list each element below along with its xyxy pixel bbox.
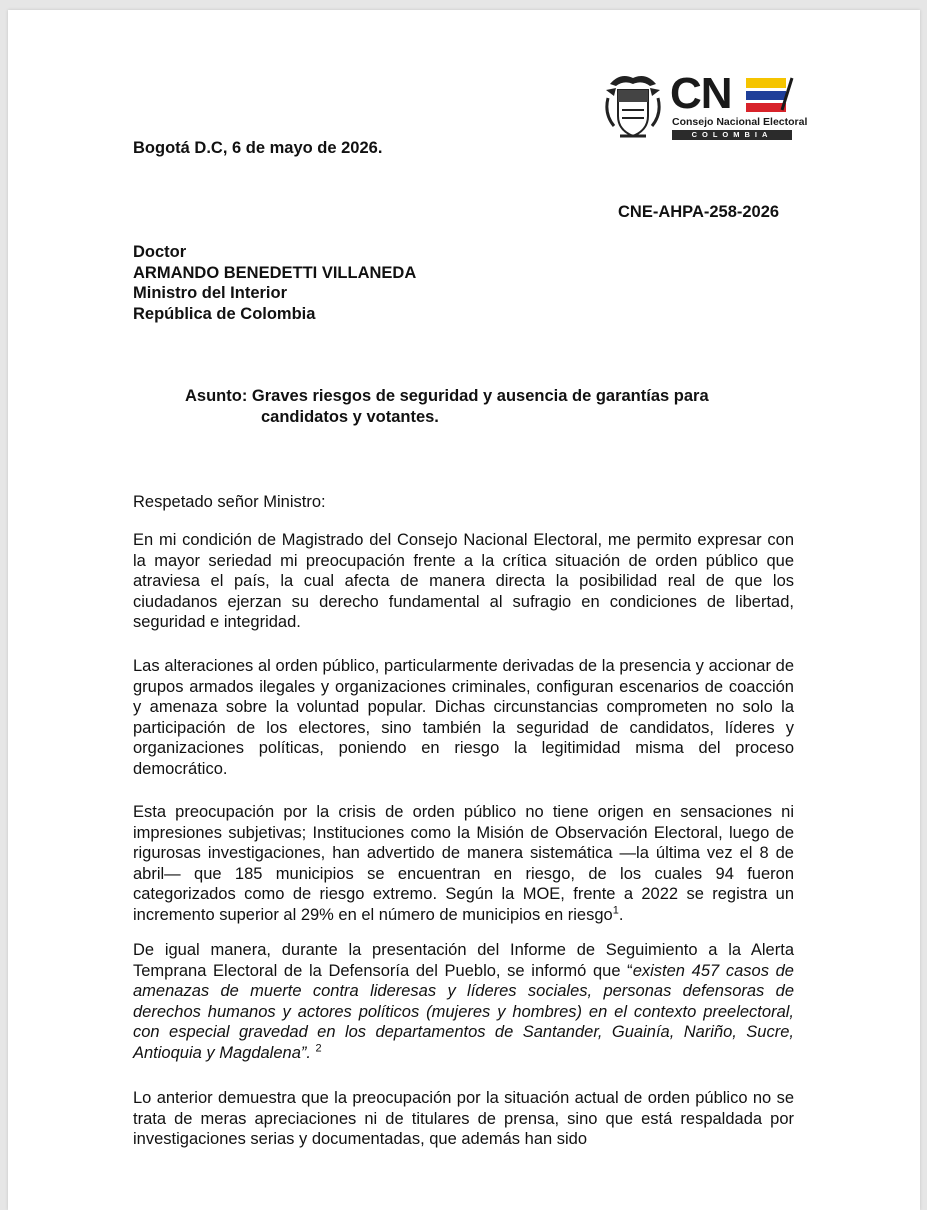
- subject-block: [185, 386, 793, 427]
- footnote-ref-1: 1: [612, 904, 619, 916]
- logo-initials: CN: [670, 69, 732, 118]
- paragraph-1: En mi condición de Magistrado del Consejo Nacional Electoral, me permito expresar con la mayor seriedad mi preocupación frente a la crítica situación de orden público que atraviesa el país, la cual afecta de manera directa la posibilidad real de que los ciudadanos ejerzan su derecho fundamental al sufragio en condiciones de libertad, seguridad e integridad.: [133, 531, 794, 631]
- subject-text-2: candidatos y votantes.: [261, 407, 439, 426]
- addressee-title: Doctor: [133, 243, 187, 261]
- logo-e-flag-icon: [746, 76, 794, 114]
- footnote-ref-2: 2: [315, 1042, 322, 1054]
- paragraph-4-quote: existen 457 casos de amenazas de muerte contra lideresas y líderes sociales, personas defensoras de derechos humanos y actores políticos (mujeres y hombres) en el contexto preelectoral, con especial gravedad en los departamentos de Santander, Guainía, Nariño, Sucre, Antioquia y Magdalena”.: [133, 961, 794, 1062]
- subject-line-1: [185, 386, 793, 407]
- logo-institution: Consejo Nacional Electoral: [672, 116, 808, 128]
- addressee-country: República de Colombia: [133, 304, 316, 323]
- coat-of-arms-icon: [600, 70, 666, 142]
- addressee-block: [133, 242, 416, 324]
- subject-label: Asunto:: [185, 387, 248, 405]
- paragraph-3-text: Esta preocupación por la crisis de orden público no tiene origen en sensaciones ni impresiones subjetivas; Instituciones como la Misión de Observación Electoral, luego de rigurosas investigaciones, han advertido de manera sistemática —la última vez el 8 de abril— que 185 municipios se encuentran en riesgo, de los cuales 94 fueron categorizados como de riesgo extremo. Según la MOE, frente a 2022 se registra un incremento superior al 29% en el número de municipios en riesgo: [133, 803, 794, 924]
- cne-logo: [600, 69, 808, 146]
- addressee-position: Ministro del Interior: [133, 284, 288, 302]
- salutation: Respetado señor Ministro:: [133, 493, 326, 511]
- logo-country: COLOMBIA: [672, 130, 792, 140]
- addressee-name: ARMANDO BENEDETTI VILLANEDA: [133, 263, 417, 282]
- reference-number: CNE-AHPA-258-2026: [618, 203, 780, 221]
- paragraph-4: [133, 940, 794, 1063]
- subject-text-1: Graves riesgos de seguridad y ausencia de garantías para: [251, 387, 709, 405]
- letter-page: [8, 10, 920, 1210]
- paragraph-5: Lo anterior demuestra que la preocupación por la situación actual de orden público no se trata de meras apreciaciones ni de titulares de prensa, sino que está respaldada por investigaciones serias y documentadas, que además han sido: [133, 1089, 794, 1148]
- paragraph-3: Esta preocupación por la crisis de orden público no tiene origen en sensaciones ni impresiones subjetivas; Instituciones como la Misión de Observación Electoral, luego de rigurosas investigaciones, han advertido de manera sistemática —la última vez el 8 de abril— que 185 municipios se encuentran en riesgo, de los cuales 94 fueron categorizados como de riesgo extremo. Según la MOE, frente a 2022 se registra un incremento superior al 29% en el número de municipios en riesgo$^1$.: [133, 803, 794, 924]
- letter-date: Bogotá D.C, 6 de mayo de 2026.: [133, 139, 383, 157]
- paragraph-4-text: De igual manera, durante la presentación del Informe de Seguimiento a la Alerta Temprana Electoral de la Defensoría del Pueblo, se informó que “: [133, 941, 794, 980]
- paragraph-2: Las alteraciones al orden público, particularmente derivadas de la presencia y accionar de grupos armados ilegales y organizaciones criminales, configuran escenarios de coacción y amenaza sobre la voluntad popular. Dichas circunstancias comprometen no solo la participación de los electores, sino también la seguridad de candidatos, líderes y organizaciones políticas, poniendo en riesgo la legitimidad misma del proceso democrático.: [133, 657, 794, 778]
